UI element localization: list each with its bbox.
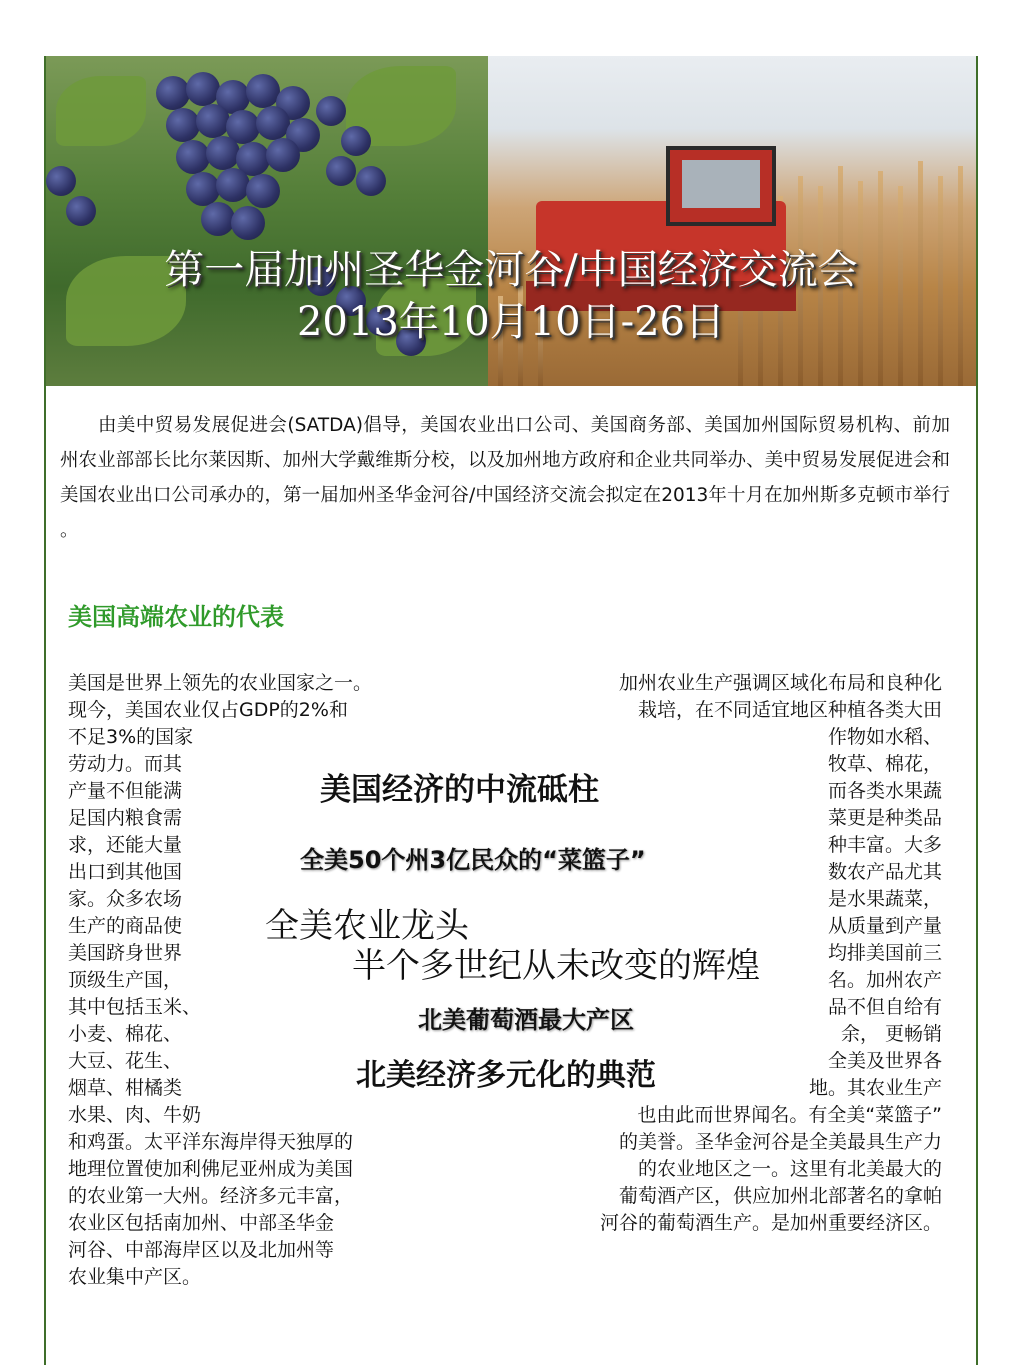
left-line: 求，还能大量 xyxy=(68,834,183,856)
slogan-economic-pillar: 美国经济的中流砥柱 xyxy=(320,772,599,808)
right-line: 的美誉。圣华金河谷是全美最具生产力 xyxy=(618,1131,942,1153)
slogan-agri-leader: 全美农业龙头 xyxy=(265,906,469,946)
intro-paragraph: 由美中贸易发展促进会(SATDA)倡导，美国农业出口公司、美国商务部、美国加州国际贸易机构、前加州农业部部长比尔莱因斯、加州大学戴维斯分校，以及加州地方政府和企业共同举办、美中贸易发展促进会和美国农业出口公司承办的，第一届加州圣华金河谷/中国经济交流会拟定在2013年十月在加州斯多克顿市举行 。 xyxy=(60,415,950,541)
header-banner xyxy=(46,56,976,386)
left-line: 出口到其他国 xyxy=(68,861,183,883)
left-line: 足国内粮食需 xyxy=(68,807,183,829)
left-line: 美国是世界上领先的农业国家之一。 xyxy=(68,672,373,694)
slogan-food-basket: 全美50个州3亿民众的“菜篮子” xyxy=(300,846,646,874)
left-line: 农业集中产区。 xyxy=(68,1266,202,1288)
page-frame-right xyxy=(976,56,978,1365)
right-line: 河谷的葡萄酒生产。是加州重要经济区。 xyxy=(599,1212,942,1234)
right-line: 余， 更畅销 xyxy=(840,1023,942,1045)
event-title-line2: 2013年10月10日-26日 xyxy=(296,299,725,345)
left-line: 其中包括玉米、 xyxy=(68,996,202,1018)
left-line: 水果、肉、牛奶 xyxy=(68,1104,202,1126)
left-line: 现今，美国农业仅占GDP的2%和 xyxy=(68,699,348,721)
right-line: 也由此而世界闻名。有全美“菜篮子” xyxy=(637,1104,942,1126)
section-heading: 美国高端农业的代表 xyxy=(68,603,284,631)
right-line: 品不但自给有 xyxy=(827,996,942,1018)
right-line: 名。加州农产 xyxy=(827,969,942,991)
event-title-line1: 第一届加州圣华金河谷/中国经济交流会 xyxy=(164,247,858,293)
right-line: 作物如水稻、 xyxy=(827,726,942,748)
left-line: 和鸡蛋。太平洋东海岸得天独厚的 xyxy=(68,1131,354,1153)
right-line: 种丰富。大多 xyxy=(827,834,942,856)
left-line: 劳动力。而其 xyxy=(68,753,183,775)
left-line: 不足3%的国家 xyxy=(68,726,194,748)
slogan-half-century: 半个多世纪从未改变的辉煌 xyxy=(352,946,760,986)
slogan-wine-region: 北美葡萄酒最大产区 xyxy=(418,1006,634,1034)
right-line: 是水果蔬菜， xyxy=(827,888,942,910)
left-line: 生产的商品使 xyxy=(68,915,183,937)
left-line: 烟草、柑橘类 xyxy=(68,1077,183,1099)
right-line: 菜更是种类品 xyxy=(827,807,942,829)
left-line: 农业区包括南加州、中部圣华金 xyxy=(68,1212,335,1234)
left-line: 小麦、棉花、 xyxy=(68,1023,183,1045)
right-line: 的农业地区之一。这里有北美最大的 xyxy=(637,1158,942,1180)
left-line: 顶级生产国， xyxy=(68,969,183,991)
left-line: 的农业第一大州。经济多元丰富， xyxy=(68,1185,354,1207)
right-line: 地。其农业生产 xyxy=(808,1077,942,1099)
left-line: 家。众多农场 xyxy=(68,888,183,910)
right-line: 牧草、棉花， xyxy=(827,753,942,775)
right-line: 均排美国前三 xyxy=(827,942,942,964)
left-line: 大豆、花生、 xyxy=(68,1050,183,1072)
left-line: 河谷、中部海岸区以及北加州等 xyxy=(68,1239,335,1261)
right-line: 栽培，在不同适宜地区种植各类大田 xyxy=(637,699,942,721)
right-line: 数农产品尤其 xyxy=(827,861,942,883)
right-line: 葡萄酒产区，供应加州北部著名的拿帕 xyxy=(618,1185,942,1207)
right-line: 而各类水果蔬 xyxy=(827,780,942,802)
left-line: 地理位置使加利佛尼亚州成为美国 xyxy=(68,1158,354,1180)
right-line: 从质量到产量 xyxy=(827,915,942,937)
slogan-diversified-economy: 北美经济多元化的典范 xyxy=(356,1058,656,1093)
left-line: 美国跻身世界 xyxy=(68,942,183,964)
right-line: 加州农业生产强调区域化布局和良种化 xyxy=(618,672,942,694)
right-line: 全美及世界各 xyxy=(827,1050,942,1072)
event-title xyxy=(46,244,976,348)
left-line: 产量不但能满 xyxy=(68,780,183,802)
